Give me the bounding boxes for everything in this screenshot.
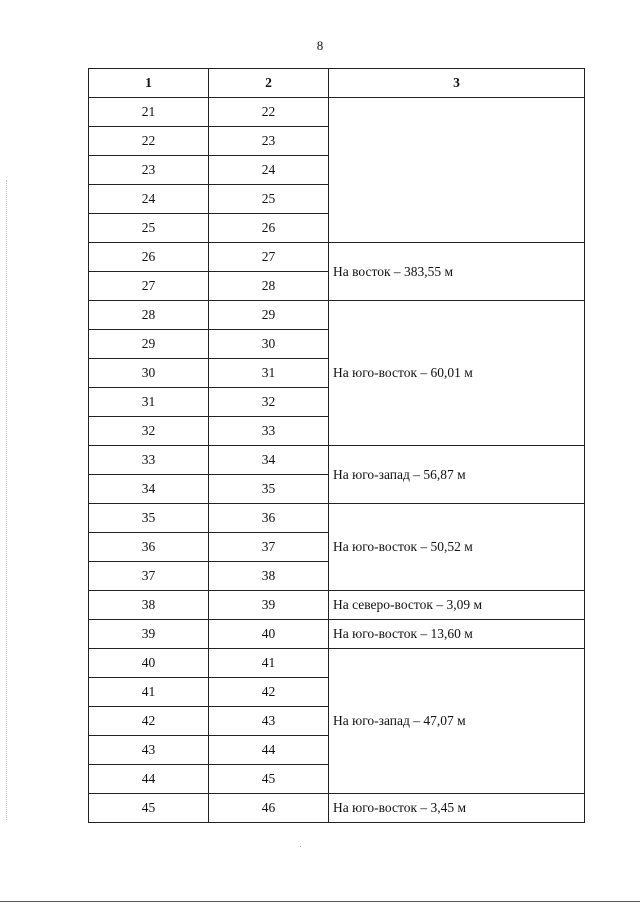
point-from-cell: 38 — [89, 591, 209, 620]
point-from-cell: 25 — [89, 214, 209, 243]
point-from-cell: 34 — [89, 475, 209, 504]
scan-bottom-edge — [0, 901, 640, 902]
point-to-cell: 33 — [209, 417, 329, 446]
direction-distance-cell: На северо-восток – 3,09 м — [329, 591, 585, 620]
header-col-2: 2 — [209, 69, 329, 98]
direction-distance-cell: На юго-восток – 60,01 м — [329, 301, 585, 446]
point-from-cell: 26 — [89, 243, 209, 272]
direction-distance-cell: На юго-восток – 3,45 м — [329, 794, 585, 823]
point-to-cell: 44 — [209, 736, 329, 765]
point-from-cell: 24 — [89, 185, 209, 214]
point-to-cell: 28 — [209, 272, 329, 301]
point-to-cell: 37 — [209, 533, 329, 562]
table-row — [89, 794, 585, 823]
point-from-cell: 41 — [89, 678, 209, 707]
point-to-cell: 43 — [209, 707, 329, 736]
table-body — [89, 98, 585, 823]
point-from-cell: 28 — [89, 301, 209, 330]
point-from-cell: 31 — [89, 388, 209, 417]
direction-distance-cell — [329, 98, 585, 243]
header-col-3: 3 — [329, 69, 585, 98]
point-from-cell: 35 — [89, 504, 209, 533]
point-to-cell: 23 — [209, 127, 329, 156]
point-to-cell: 40 — [209, 620, 329, 649]
point-from-cell: 37 — [89, 562, 209, 591]
header-col-1: 1 — [89, 69, 209, 98]
point-to-cell: 36 — [209, 504, 329, 533]
table-row — [89, 446, 585, 475]
point-to-cell: 41 — [209, 649, 329, 678]
direction-distance-cell: На юго-запад – 47,07 м — [329, 649, 585, 794]
point-to-cell: 39 — [209, 591, 329, 620]
direction-distance-cell: На юго-восток – 13,60 м — [329, 620, 585, 649]
point-from-cell: 29 — [89, 330, 209, 359]
table-row — [89, 649, 585, 678]
point-from-cell: 39 — [89, 620, 209, 649]
boundary-table — [88, 68, 585, 823]
point-to-cell: 35 — [209, 475, 329, 504]
table-row — [89, 243, 585, 272]
point-to-cell: 26 — [209, 214, 329, 243]
point-from-cell: 36 — [89, 533, 209, 562]
point-from-cell: 23 — [89, 156, 209, 185]
point-to-cell: 38 — [209, 562, 329, 591]
page-number: 8 — [316, 38, 324, 53]
point-from-cell: 22 — [89, 127, 209, 156]
scan-speck — [300, 846, 301, 847]
point-from-cell: 45 — [89, 794, 209, 823]
point-to-cell: 29 — [209, 301, 329, 330]
direction-distance-cell: На восток – 383,55 м — [329, 243, 585, 301]
point-to-cell: 30 — [209, 330, 329, 359]
point-from-cell: 42 — [89, 707, 209, 736]
point-from-cell: 32 — [89, 417, 209, 446]
point-to-cell: 42 — [209, 678, 329, 707]
point-to-cell: 22 — [209, 98, 329, 127]
point-to-cell: 46 — [209, 794, 329, 823]
table-row — [89, 591, 585, 620]
point-from-cell: 30 — [89, 359, 209, 388]
point-from-cell: 44 — [89, 765, 209, 794]
point-to-cell: 25 — [209, 185, 329, 214]
direction-distance-cell: На юго-восток – 50,52 м — [329, 504, 585, 591]
point-to-cell: 24 — [209, 156, 329, 185]
point-from-cell: 43 — [89, 736, 209, 765]
point-from-cell: 27 — [89, 272, 209, 301]
table-row — [89, 620, 585, 649]
point-from-cell: 21 — [89, 98, 209, 127]
table-row — [89, 98, 585, 127]
table-row — [89, 504, 585, 533]
point-from-cell: 33 — [89, 446, 209, 475]
scan-margin-line — [6, 180, 7, 820]
point-to-cell: 45 — [209, 765, 329, 794]
table-header-row — [89, 69, 585, 98]
point-to-cell: 34 — [209, 446, 329, 475]
point-to-cell: 27 — [209, 243, 329, 272]
direction-distance-cell: На юго-запад – 56,87 м — [329, 446, 585, 504]
point-to-cell: 32 — [209, 388, 329, 417]
point-to-cell: 31 — [209, 359, 329, 388]
table-row — [89, 301, 585, 330]
point-from-cell: 40 — [89, 649, 209, 678]
